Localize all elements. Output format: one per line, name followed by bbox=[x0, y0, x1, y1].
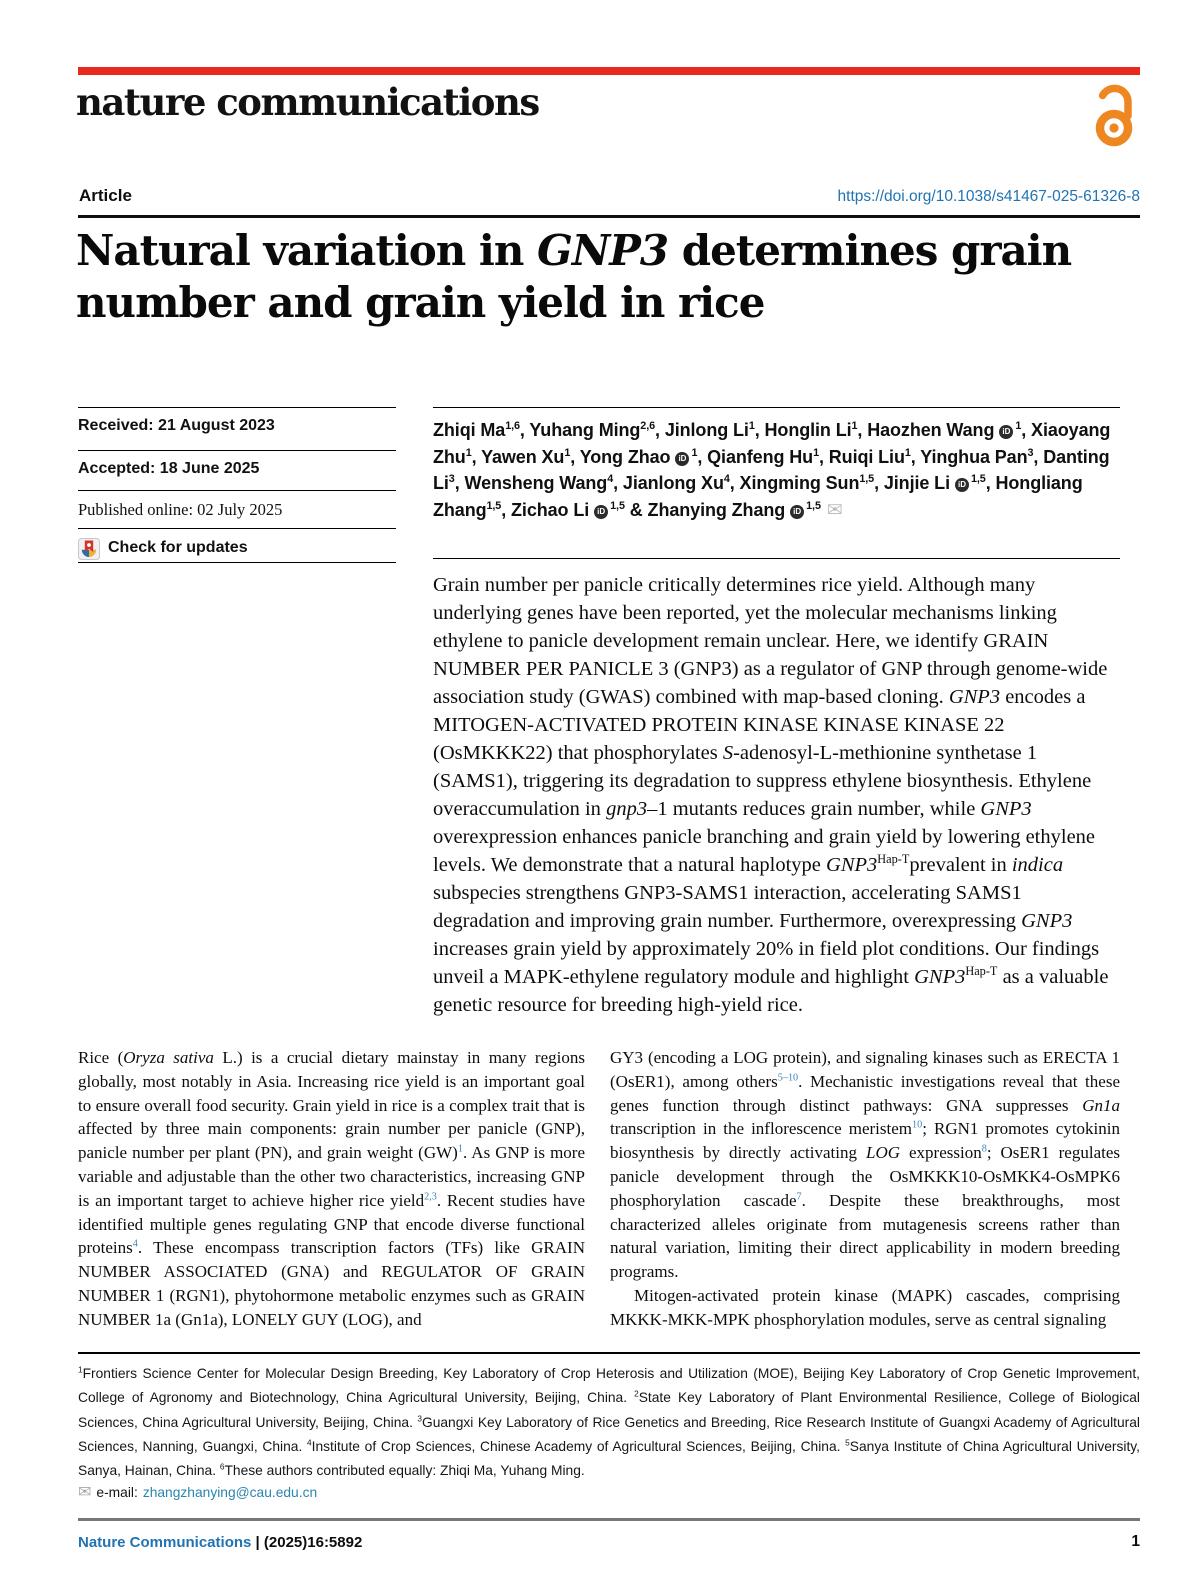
text-segment: prevalent in bbox=[909, 854, 1012, 876]
reference-superscript[interactable]: 5–10 bbox=[777, 1072, 799, 1084]
text-segment: . Recent studies have identified multiple genes regulating GNP that encode diverse functional proteins bbox=[78, 1190, 585, 1258]
superscript: 1,5 bbox=[970, 473, 986, 485]
body-column-left bbox=[78, 1046, 585, 1332]
intro-paragraph-2 bbox=[610, 1284, 1120, 1332]
envelope-icon: ✉ bbox=[78, 1484, 92, 1501]
text-segment: , Jinjie Li bbox=[874, 473, 950, 493]
superscript: 2 bbox=[634, 1389, 639, 1399]
superscript: 4 bbox=[607, 473, 614, 485]
superscript: 1,5 bbox=[486, 499, 502, 512]
superscript: Hap-T bbox=[965, 964, 998, 979]
accepted-date: Accepted: 18 June 2025 bbox=[78, 450, 396, 490]
author-list bbox=[433, 407, 1120, 524]
email-link[interactable]: zhangzhanying@cau.edu.cn bbox=[142, 1484, 318, 1500]
text-segment: , Yong Zhao bbox=[570, 446, 671, 467]
text-segment: , Hongliang Zhang bbox=[433, 473, 1083, 520]
text-segment: , Yinghua Pan bbox=[910, 446, 1028, 467]
superscript: 1 bbox=[78, 1365, 83, 1375]
superscript: 4 bbox=[723, 473, 730, 485]
text-segment: determines grain bbox=[668, 226, 1072, 275]
text-segment: , Ruiqi Liu bbox=[818, 446, 905, 467]
italic-text: GNP3 bbox=[948, 686, 1001, 708]
text-segment: , Yawen Xu bbox=[471, 446, 565, 467]
text-segment: transcription in the inflorescence meristem bbox=[610, 1119, 913, 1139]
superscript: 1 bbox=[904, 446, 911, 459]
text-segment: & Zhanying Zhang bbox=[624, 499, 786, 520]
text-segment: increases grain yield by approximately 20% in field plot conditions. Our findings unveil a MAPK-ethylene regulatory module and highlight bbox=[433, 938, 1100, 988]
article-meta-panel bbox=[78, 407, 396, 563]
journal-logo: nature communications bbox=[76, 80, 539, 124]
italic-text: LOG bbox=[866, 1143, 901, 1163]
text-segment: These authors contributed equally: Zhiqi Ma, Yuhang Ming. bbox=[224, 1463, 585, 1479]
correspondence-line bbox=[78, 1482, 1140, 1502]
text-segment: , Zichao Li bbox=[501, 499, 590, 520]
text-segment: , Xingming Sun bbox=[729, 473, 860, 493]
text-segment: . Despite these breakthroughs, most characterized alleles originate from mutagenesis screens rather than natural variation, limiting their direct applicability in modern breeding programs. bbox=[610, 1190, 1120, 1282]
text-segment: , Honglin Li bbox=[754, 420, 852, 440]
intro-paragraph-1 bbox=[78, 1046, 585, 1332]
superscript: 1,6 bbox=[505, 420, 520, 432]
orcid-icon[interactable]: iD bbox=[955, 478, 969, 492]
text-segment: State Key Laboratory of Plant Environmental Resilience, College of Biological Sciences, China Agricultural University, Beijing, China. bbox=[78, 1390, 1140, 1430]
italic-text: GNP3 bbox=[826, 854, 878, 876]
text-segment: , Yuhang Ming bbox=[519, 420, 641, 440]
superscript: 3 bbox=[448, 473, 455, 485]
text-segment: Sanya Institute of China Agricultural University, Sanya, Hainan, China. bbox=[78, 1438, 1140, 1479]
text-segment: Natural variation in bbox=[76, 226, 538, 275]
affiliations-footnote bbox=[78, 1362, 1140, 1483]
published-date: Published online: 02 July 2025 bbox=[78, 490, 396, 528]
superscript: 1 bbox=[691, 446, 698, 459]
text-segment: GY3 (encoding a LOG protein), and signaling kinases such as ERECTA 1 (OsER1), among others bbox=[610, 1048, 1120, 1091]
italic-text: GNP3 bbox=[537, 226, 669, 275]
italic-text: gnp3 bbox=[606, 798, 648, 820]
footer-divider bbox=[78, 1518, 1140, 1521]
header-accent-bar bbox=[78, 67, 1140, 75]
reference-superscript[interactable]: 7 bbox=[796, 1191, 802, 1203]
text-segment: , Jinlong Li bbox=[655, 420, 749, 440]
superscript: 1,5 bbox=[806, 499, 821, 512]
italic-text: GNP3 bbox=[1021, 910, 1073, 932]
footer-journal-link[interactable]: Nature Communications bbox=[78, 1534, 252, 1551]
text-segment: , Xiaoyang Zhu bbox=[433, 420, 1111, 467]
text-segment: Guangxi Key Laboratory of Rice Genetics and Breeding, Rice Research Institute of Guangxi Academy of Agricultural Sciences, Nanning, Guangxi, China. bbox=[78, 1414, 1140, 1454]
text-segment: , Qianfeng Hu bbox=[697, 446, 814, 467]
superscript: 4 bbox=[307, 1438, 312, 1448]
text-segment: Grain number per panicle critically determines rice yield. Although many underlying genes have been reported, yet the molecular mechanisms linking ethylene to panicle development remain unclear. Here, we identify GRAIN NUMBER PER PANICLE 3 (GNP3) as a regulator of GNP through genome-wide association study (GWAS) combined with map-based cloning. bbox=[433, 574, 1108, 708]
orcid-icon[interactable]: iD bbox=[790, 505, 804, 519]
superscript: 5 bbox=[845, 1438, 850, 1448]
text-segment: Frontiers Science Center for Molecular Design Breeding, Key Laboratory of Crop Heterosis and Utilization (MOE), Beijing Key Laboratory of Crop Genetic Improvement, College of Agronomy and Biotechnology, China Agricultural University, Beijing, China. bbox=[78, 1366, 1140, 1406]
text-segment: subspecies strengthens GNP3-SAMS1 interaction, accelerating SAMS1 degradation and improving grain number. Furthermore, overexpressing bbox=[433, 882, 1022, 932]
superscript: 1 bbox=[748, 420, 755, 432]
reference-superscript[interactable]: 10 bbox=[912, 1119, 923, 1131]
text-segment: expression bbox=[900, 1143, 982, 1163]
superscript: 1 bbox=[813, 446, 819, 459]
text-segment: ; OsER1 regulates panicle development through the OsMKKK10-OsMKK4-OsMPK6 phosphorylation cascade bbox=[610, 1143, 1120, 1210]
superscript: 1,5 bbox=[610, 499, 625, 512]
footnote-divider bbox=[78, 1352, 1140, 1354]
abstract bbox=[433, 558, 1120, 1019]
orcid-icon[interactable]: iD bbox=[675, 452, 689, 466]
text-segment: -adenosyl-L-methionine synthetase 1 (SAMS1), triggering its degradation to suppress ethylene biosynthesis. Ethylene overaccumulation in bbox=[433, 742, 1092, 820]
envelope-icon: ✉ bbox=[826, 499, 843, 521]
superscript: 2,6 bbox=[640, 420, 656, 432]
text-segment: ; RGN1 promotes cytokinin biosynthesis by directly activating bbox=[610, 1119, 1120, 1163]
text-segment: . As GNP is more variable and adjustable than the other two characteristics, increasing GNP is an important target to achieve higher rice yield bbox=[78, 1143, 586, 1210]
article-type-label: Article bbox=[79, 186, 132, 205]
text-segment: overexpression enhances panicle branching and grain yield by lowering ethylene levels. We demonstrate that a natural haplotype bbox=[433, 826, 1096, 876]
superscript: Hap-T bbox=[877, 852, 910, 867]
article-title bbox=[76, 225, 1140, 329]
text-segment: number and grain yield in rice bbox=[76, 278, 765, 327]
footer-volume-info: | (2025)16:5892 bbox=[255, 1534, 363, 1551]
orcid-icon[interactable]: iD bbox=[999, 425, 1013, 439]
text-segment: Zhiqi Ma bbox=[433, 420, 506, 440]
title-divider bbox=[78, 215, 1140, 218]
received-date: Received: 21 August 2023 bbox=[78, 407, 396, 450]
italic-text: Oryza sativa bbox=[123, 1048, 214, 1067]
text-segment: , Haozhen Wang bbox=[857, 420, 995, 440]
text-segment: L.) is a crucial dietary mainstay in many regions globally, most notably in Asia. Increasing rice yield is an important goal to ensure overall food security. Grain yield in rice is a complex trait that is affected by three main components: grain number per panicle (GNP), panicle number per plant (PN), and grain weight (GW) bbox=[78, 1048, 585, 1163]
superscript: 1,5 bbox=[859, 473, 875, 485]
check-for-updates-button[interactable] bbox=[78, 528, 396, 563]
orcid-icon[interactable]: iD bbox=[594, 505, 608, 519]
text-segment: –1 mutants reduces grain number, while bbox=[647, 798, 981, 820]
open-access-icon bbox=[1090, 84, 1138, 153]
crossmark-icon bbox=[78, 538, 100, 560]
reference-superscript[interactable]: 2,3 bbox=[424, 1191, 437, 1203]
italic-text: indica bbox=[1011, 854, 1064, 876]
italic-text: Gn1a bbox=[1082, 1095, 1120, 1115]
reference-superscript[interactable]: 4 bbox=[132, 1238, 138, 1250]
reference-superscript[interactable]: 1 bbox=[457, 1143, 463, 1155]
text-segment: Rice ( bbox=[78, 1048, 124, 1067]
text-segment: , Wensheng Wang bbox=[454, 473, 608, 493]
text-segment: Institute of Crop Sciences, Chinese Academy of Agricultural Sciences, Beijing, China. bbox=[311, 1438, 846, 1454]
email-label: e-mail: bbox=[96, 1484, 138, 1500]
italic-text: GNP3 bbox=[914, 966, 966, 988]
footer-citation bbox=[78, 1534, 362, 1551]
superscript: 3 bbox=[1027, 446, 1034, 459]
doi-link[interactable]: https://doi.org/10.1038/s41467-025-61326-8 bbox=[837, 188, 1140, 205]
superscript: 1 bbox=[465, 446, 472, 459]
text-segment: . These encompass transcription factors (TFs) like GRAIN NUMBER ASSOCIATED (GNA) and REGULATOR OF GRAIN NUMBER 1 (RGN1), phytohormone metabolic enzymes such as GRAIN NUMBER 1a (Gn1a), LONELY GUY (LOG), and bbox=[78, 1238, 585, 1329]
intro-paragraph-1-cont bbox=[610, 1046, 1120, 1284]
reference-superscript[interactable]: 8 bbox=[981, 1143, 987, 1155]
superscript: 3 bbox=[417, 1414, 422, 1423]
body-column-right bbox=[610, 1046, 1120, 1349]
superscript: 6 bbox=[219, 1462, 225, 1472]
italic-text: GNP3 bbox=[980, 798, 1032, 820]
text-segment: Mitogen-activated protein kinase (MAPK) cascades, comprising MKKK-MKK-MPK phosphorylation modules, serve as central signaling bbox=[610, 1285, 1120, 1329]
check-for-updates-label: Check for updates bbox=[108, 539, 248, 556]
superscript: 1 bbox=[564, 446, 571, 459]
superscript: 1 bbox=[1015, 420, 1022, 432]
text-segment: encodes a MITOGEN-ACTIVATED PROTEIN KINASE KINASE KINASE 22 (OsMKKK22) that phosphorylates bbox=[433, 686, 1086, 764]
text-segment: as a valuable genetic resource for breeding high-yield rice. bbox=[433, 966, 1109, 1016]
text-segment: , Danting Li bbox=[433, 446, 1110, 493]
superscript: 1 bbox=[851, 420, 858, 432]
text-segment: , Jianlong Xu bbox=[613, 473, 724, 493]
text-segment: . Mechanistic investigations reveal that these genes function through distinct pathways: GNA suppresses bbox=[610, 1071, 1120, 1115]
page-number: 1 bbox=[1131, 1533, 1140, 1550]
italic-text: S bbox=[722, 742, 734, 764]
